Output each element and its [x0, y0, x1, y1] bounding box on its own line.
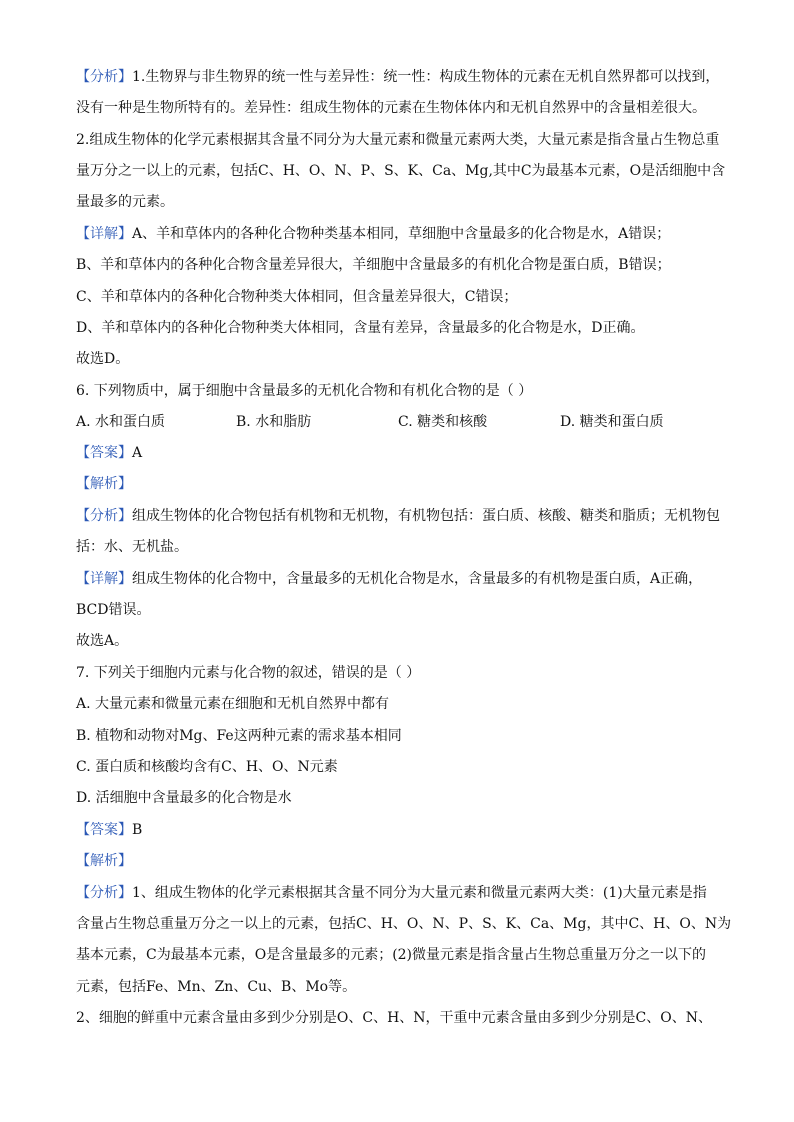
question-7-explanation-tag: 【解析】: [76, 853, 132, 869]
question-6-detail-line-2: BCD错误。: [76, 602, 151, 618]
analysis-tag: 【分析】: [76, 69, 132, 85]
question-7-analysis-line-4: 元素，包括Fe、Mn、Zn、Cu、B、Mo等。: [76, 979, 357, 995]
question-6-analysis-line-2: 括：水、无机盐。: [76, 539, 188, 555]
question-6-option-c: C. 糖类和核酸: [398, 414, 488, 430]
question-7-analysis-line-2: 含量占生物总重量万分之一以上的元素，包括C、H、O、N、P、S、K、Ca、Mg，其中C、H、O、N为: [76, 916, 732, 932]
analysis-line-5: 量最多的元素。: [76, 194, 174, 210]
question-7-analysis-line-5: 2、细胞的鲜重中元素含量由多到少分别是O、C、H、N，干重中元素含量由多到少分别是C、O、N、: [76, 1010, 712, 1026]
question-6-option-b: B. 水和脂肪: [236, 414, 312, 430]
conclusion-line: 故选D。: [76, 351, 130, 367]
detail-tag: 【详解】: [76, 226, 132, 242]
analysis-line-3: 2.组成生物体的化学元素根据其含量不同分为大量元素和微量元素两大类，大量元素是指含量占生物总重: [76, 132, 720, 148]
question-6-explanation-tag: 【解析】: [76, 476, 132, 492]
detail-line-2: B、羊和草体内的各种化合物含量差异很大，羊细胞中含量最多的有机化合物是蛋白质，B错误；: [76, 257, 671, 273]
analysis-line-4: 量万分之一以上的元素，包括C、H、O、N、P、S、K、Ca、Mg,其中C为最基本元素，O是活细胞中含: [76, 163, 726, 179]
question-6-option-d: D. 糖类和蛋白质: [560, 414, 664, 430]
detail-line-3: C、羊和草体内的各种化合物种类大体相同，但含量差异很大，C错误；: [76, 289, 518, 305]
question-6-answer: 【答案】A: [76, 445, 143, 461]
question-7-option-b: B. 植物和动物对Mg、Fe这两种元素的需求基本相同: [76, 728, 402, 744]
question-7-option-a: A. 大量元素和微量元素在细胞和无机自然界中都有: [76, 696, 390, 712]
question-7-analysis-line-1: 【分析】1、组成生物体的化学元素根据其含量不同分为大量元素和微量元素两大类：(1)大量元素是指: [76, 885, 707, 901]
analysis-line-2: 没有一种是生物所特有的。差异性：组成生物体的元素在生物体体内和无机自然界中的含量相差很大。: [76, 100, 706, 116]
detail-line-1: 【详解】A、羊和草体内的各种化合物种类基本相同，草细胞中含量最多的化合物是水，A错误；: [76, 226, 671, 242]
question-7-analysis-line-3: 基本元素，C为最基本元素，O是含量最多的元素；(2)微量元素是指含量占生物总重量万分之一以下的: [76, 947, 707, 963]
question-7-option-c: C. 蛋白质和核酸均含有C、H、O、N元素: [76, 759, 338, 775]
detail-line-4: D、羊和草体内的各种化合物种类大体相同，含量有差异，含量最多的化合物是水，D正确。: [76, 320, 645, 336]
question-7-option-d: D. 活细胞中含量最多的化合物是水: [76, 790, 292, 806]
question-7-stem: 7. 下列关于细胞内元素与化合物的叙述，错误的是（ ）: [76, 665, 421, 681]
analysis-line-1: 【分析】1.生物界与非生物界的统一性与差异性：统一性：构成生物体的元素在无机自然界都可以找到，: [76, 69, 720, 85]
question-6-detail-line-1: 【详解】组成生物体的化合物中，含量最多的无机化合物是水，含量最多的有机物是蛋白质，A正确，: [76, 571, 703, 587]
question-6-option-a: A. 水和蛋白质: [76, 414, 166, 430]
question-7-answer: 【答案】B: [76, 822, 143, 838]
question-6-stem: 6. 下列物质中，属于细胞中含量最多的无机化合物和有机化合物的是（ ）: [76, 383, 533, 399]
question-6-analysis-line-1: 【分析】组成生物体的化合物包括有机物和无机物，有机物包括：蛋白质、核酸、糖类和脂质；无机物包: [76, 508, 720, 524]
question-6-conclusion: 故选A。: [76, 633, 129, 649]
